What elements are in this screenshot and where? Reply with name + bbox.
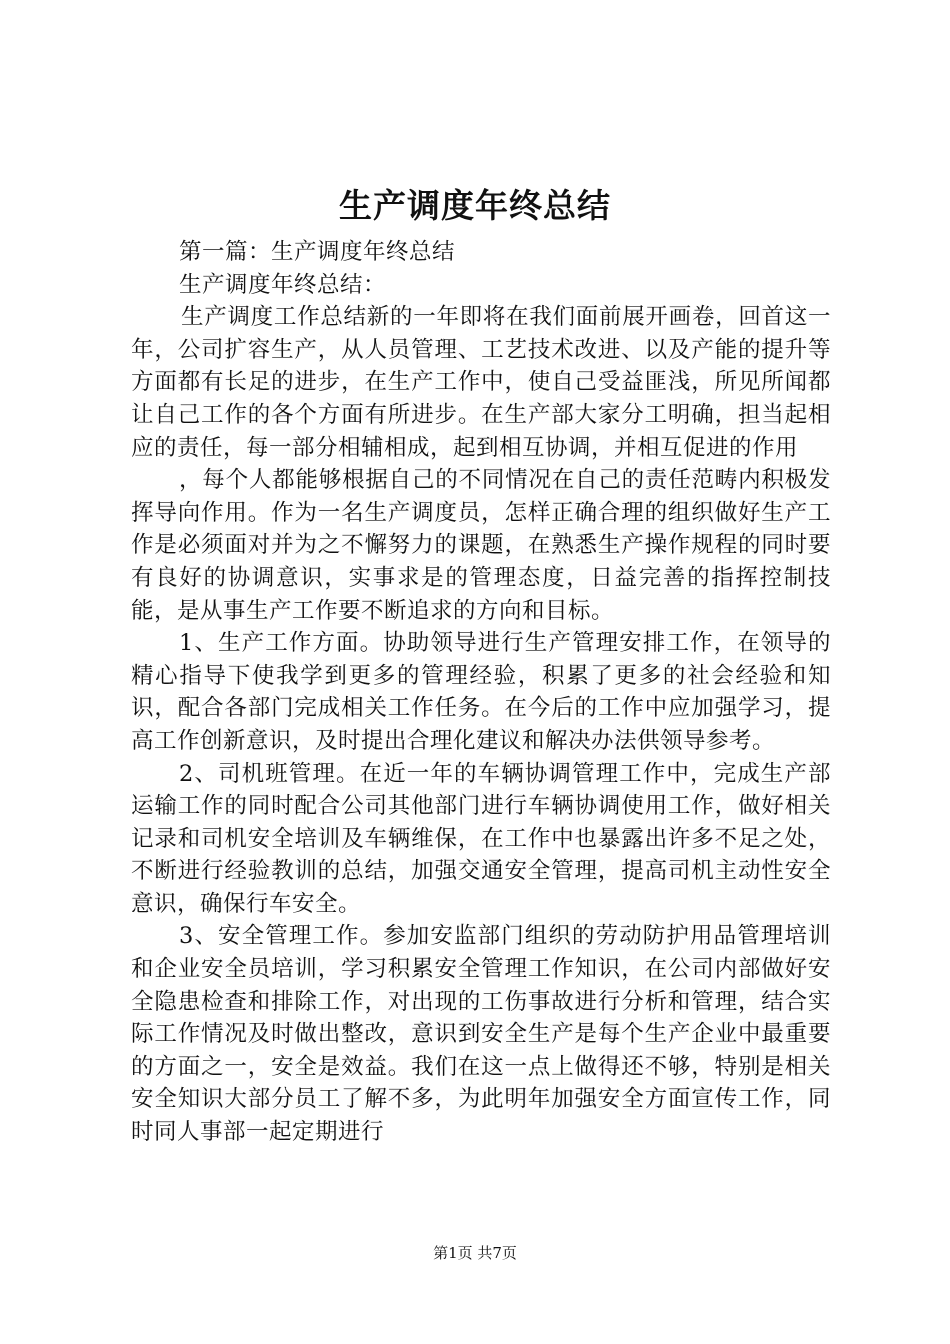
page-number-footer: 第1页 共7页	[433, 1244, 517, 1262]
section-heading: 第一篇：生产调度年终总结	[179, 239, 456, 265]
document-title: 生产调度年终总结	[339, 186, 611, 225]
paragraph-driver-team: 2、司机班管理。在近一年的车辆协调管理工作中，完成生产部运输工作的同时配合公司其他部门进行车辆协调使用工作，做好相关记录和司机安全培训及车辆维保，在工作中也暴露出许多不足之处，不断进行经验教训的总结，加强交通安全管理，提高司机主动性安全意识，确保行车安全。	[131, 760, 831, 917]
paragraph-safety: 3、安全管理工作。参加安监部门组织的劳动防护用品管理培训和企业安全员培训，学习积累安全管理工作知识，在公司内部做好安全隐患检查和排除工作，对出现的工伤事故进行分析和管理，结合实际工作情况及时做出整改，意识到安全生产是每个生产企业中最重要的方面之一，安全是效益。我们在这一点上做得还不够，特别是相关安全知识大部分员工了解不多，为此明年加强安全方面宣传工作，同时同人事部一起定期进行	[131, 923, 831, 1146]
subheading: 生产调度年终总结：	[179, 271, 387, 298]
paragraph-continuation: ，每个人都能够根据自己的不同情况在自己的责任范畴内积极发挥导向作用。作为一名生产调度员，怎样正确合理的组织做好生产工作是必须面对并为之不懈努力的课题，在熟悉生产操作规程的同时要有良好的协调意识，实事求是的管理态度，日益完善的指挥控制技能，是从事生产工作要不断追求的方向和目标。	[131, 467, 831, 624]
paragraph-intro: 生产调度工作总结新的一年即将在我们面前展开画卷，回首这一年，公司扩容生产，从人员管理、工艺技术改进、以及产能的提升等方面都有长足的进步，在生产工作中，使自己受益匪浅，所见所闻都让自己工作的各个方面有所进步。在生产部大家分工明确，担当起相应的责任，每一部分相辅相成，起到相互协调，并相互促进的作用	[131, 304, 831, 461]
document-body	[131, 236, 831, 1149]
paragraph-production: 1、生产工作方面。协助领导进行生产管理安排工作，在领导的精心指导下使我学到更多的管理经验，积累了更多的社会经验和知识，配合各部门完成相关工作任务。在今后的工作中应加强学习，提高工作创新意识，及时提出合理化建议和解决办法供领导参考。	[131, 630, 831, 754]
